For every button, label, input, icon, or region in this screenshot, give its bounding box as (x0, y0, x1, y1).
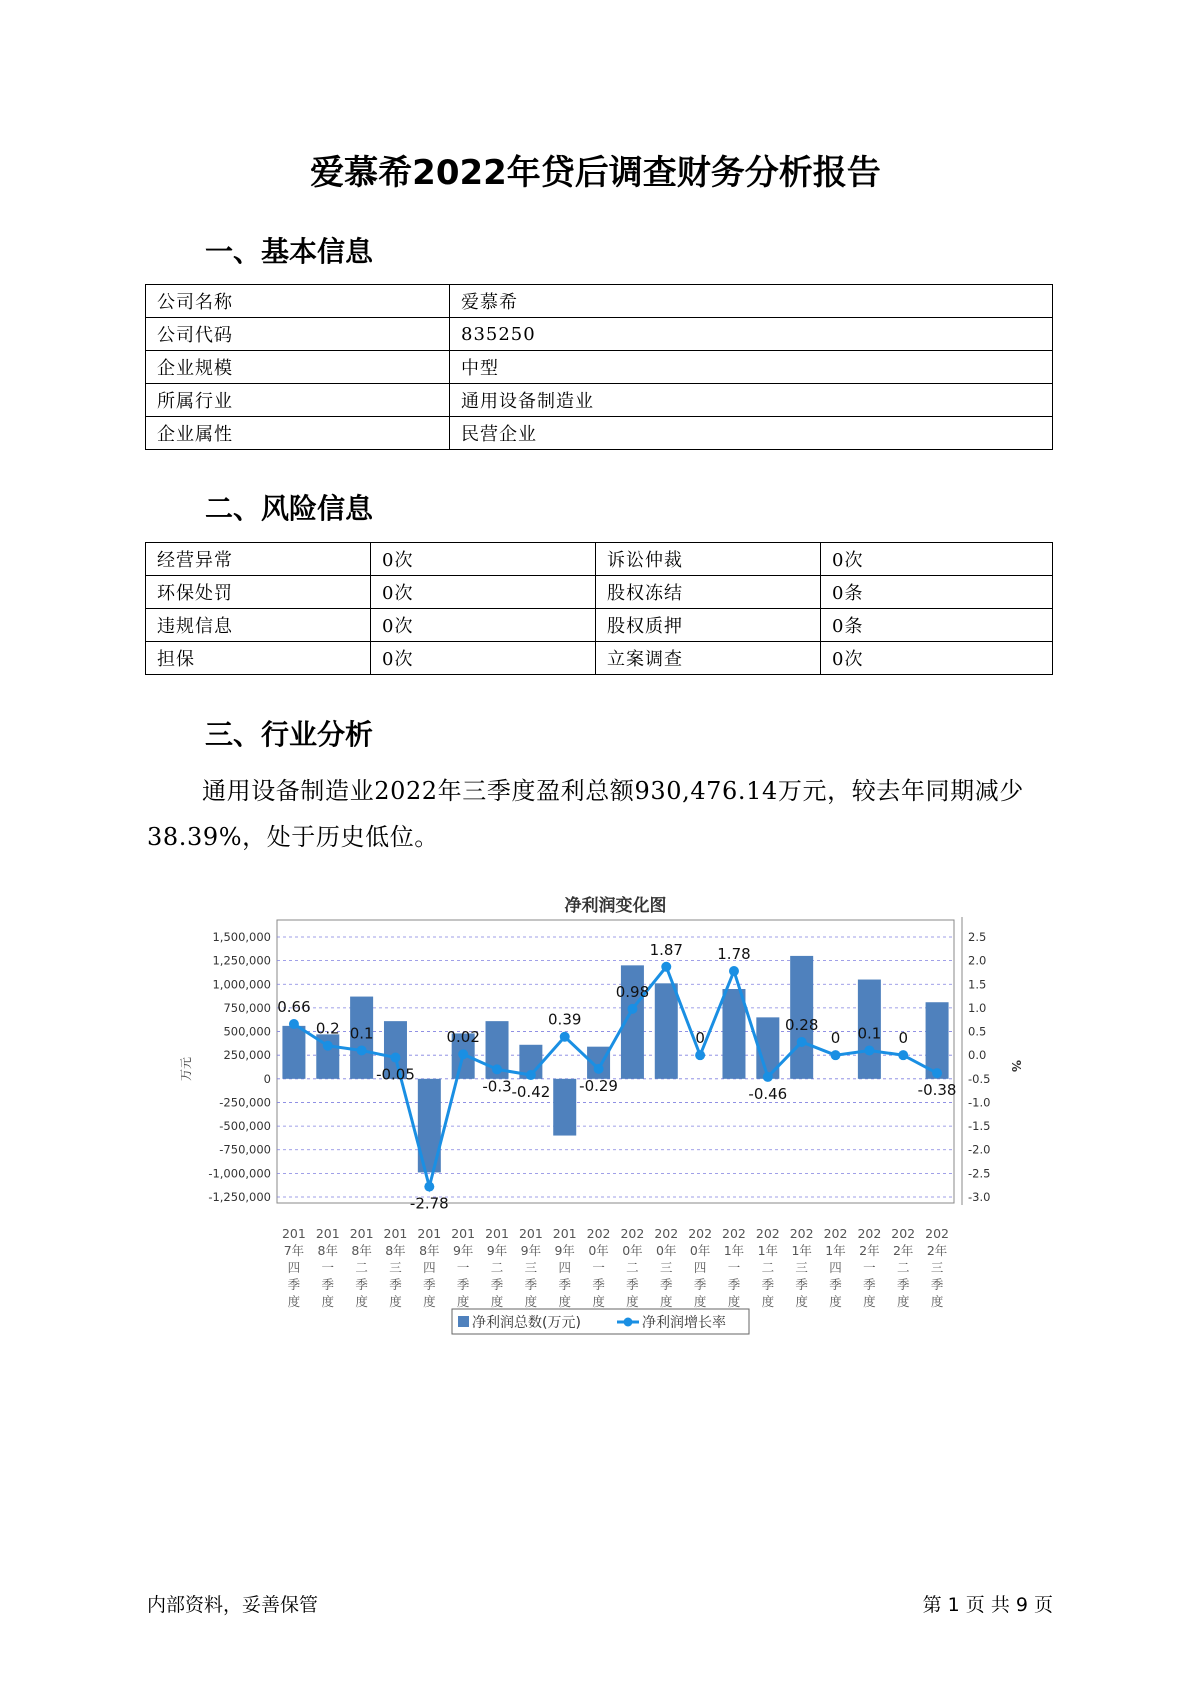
category-label: 度 (524, 1294, 538, 1309)
right-tick-label: 1.0 (968, 1000, 987, 1015)
right-axis-label: % (1009, 1059, 1023, 1073)
risk-value: 0次 (371, 576, 596, 609)
category-label: 一 (321, 1260, 335, 1275)
category-label: 二 (490, 1260, 504, 1275)
footer-confidential: 内部资料，妥善保管 (147, 1594, 319, 1616)
category-label: 季 (321, 1277, 335, 1292)
basic-info-label: 所属行业 (146, 384, 450, 417)
category-label: 度 (558, 1294, 571, 1309)
category-label: 季 (930, 1277, 944, 1292)
footer-page-number: 第 1 页 共 9 页 (922, 1594, 1053, 1616)
category-label: 度 (592, 1294, 605, 1309)
category-label: 201 (383, 1226, 408, 1241)
right-tick-label: 2.0 (968, 953, 987, 968)
category-label: 0年 (622, 1243, 643, 1258)
category-label: 季 (727, 1277, 741, 1292)
section-heading-risk: 二、风险信息 (205, 492, 374, 525)
category-label: 季 (863, 1277, 876, 1292)
category-label: 201 (485, 1226, 509, 1241)
growth-point (594, 1064, 604, 1074)
basic-info-value: 民营企业 (450, 417, 1053, 450)
category-label: 9年 (554, 1243, 575, 1258)
category-label: 二 (896, 1260, 910, 1275)
growth-point (390, 1053, 400, 1063)
growth-data-label: -0.29 (579, 1076, 618, 1095)
category-label: 9年 (520, 1243, 542, 1258)
growth-data-label: 0.1 (857, 1024, 882, 1043)
growth-data-label: 0.28 (784, 1015, 819, 1034)
section-heading-basic: 一、基本信息 (205, 235, 374, 268)
growth-point (323, 1041, 333, 1051)
category-label: 度 (727, 1294, 741, 1309)
category-label: 季 (829, 1277, 842, 1292)
category-label: 季 (355, 1277, 368, 1292)
growth-point (763, 1072, 773, 1082)
category-label: 度 (829, 1294, 842, 1309)
risk-value: 0条 (821, 609, 1053, 642)
category-label: 202 (620, 1226, 645, 1241)
growth-point (864, 1045, 874, 1055)
risk-info-row (146, 576, 1053, 609)
category-label: 9年 (486, 1243, 508, 1258)
category-label: 9年 (452, 1243, 474, 1258)
left-tick-label: -250,000 (219, 1095, 271, 1110)
category-label: 2年 (859, 1243, 880, 1258)
bar (722, 989, 745, 1079)
category-label: 度 (355, 1294, 368, 1309)
category-label: 202 (891, 1226, 916, 1241)
growth-data-label: 0.98 (615, 982, 650, 1001)
basic-info-label: 企业规模 (146, 351, 450, 384)
category-label: 度 (896, 1294, 910, 1309)
left-tick-label: 750,000 (223, 1000, 271, 1015)
category-label: 8年 (385, 1243, 406, 1258)
basic-info-row (146, 417, 1053, 450)
left-axis-label: 万元 (179, 1056, 193, 1082)
growth-point (797, 1037, 807, 1047)
growth-data-label: 0.02 (446, 1028, 480, 1047)
bar (553, 1079, 576, 1136)
category-label: 度 (795, 1294, 808, 1309)
growth-data-label: 0.66 (277, 997, 311, 1016)
basic-info-row (146, 285, 1053, 318)
category-label: 度 (660, 1294, 673, 1309)
category-label: 201 (315, 1226, 340, 1241)
report-title: 爱慕希2022年贷后调查财务分析报告 (310, 153, 881, 193)
left-tick-label: 1,000,000 (212, 977, 271, 992)
plot-area (277, 920, 954, 1203)
risk-info-table (145, 542, 1053, 675)
growth-point (898, 1050, 908, 1060)
category-label: 1年 (757, 1243, 779, 1258)
category-label: 0年 (689, 1243, 711, 1258)
category-label: 8年 (419, 1243, 440, 1258)
growth-point (492, 1064, 502, 1074)
category-label: 度 (389, 1294, 402, 1309)
category-label: 201 (349, 1226, 374, 1241)
growth-point (695, 1050, 705, 1060)
category-label: 1年 (723, 1243, 745, 1258)
category-label: 7年 (283, 1243, 305, 1258)
category-label: 季 (558, 1277, 571, 1292)
growth-point (932, 1068, 942, 1078)
category-label: 2年 (892, 1243, 914, 1258)
category-label: 三 (660, 1260, 673, 1275)
category-label: 季 (592, 1277, 605, 1292)
growth-point (289, 1019, 299, 1029)
growth-point (424, 1182, 434, 1192)
category-label: 202 (688, 1226, 713, 1241)
category-label: 度 (287, 1294, 301, 1309)
category-label: 三 (389, 1260, 402, 1275)
category-label: 度 (321, 1294, 335, 1309)
risk-value: 0次 (821, 642, 1053, 675)
category-label: 度 (490, 1294, 504, 1309)
category-label: 0年 (588, 1243, 609, 1258)
category-label: 一 (592, 1260, 605, 1275)
right-tick-label: 0.0 (968, 1048, 987, 1063)
section-heading-industry: 三、行业分析 (205, 718, 374, 751)
category-label: 201 (451, 1226, 476, 1241)
right-tick-label: -2.0 (968, 1142, 991, 1157)
category-label: 四 (558, 1260, 571, 1275)
basic-info-value: 中型 (450, 351, 1053, 384)
growth-point (831, 1050, 841, 1060)
growth-point (526, 1070, 536, 1080)
category-label: 季 (761, 1277, 775, 1292)
risk-info-row (146, 642, 1053, 675)
category-label: 201 (281, 1226, 306, 1241)
category-label: 202 (823, 1226, 848, 1241)
growth-data-label: -0.42 (511, 1083, 551, 1102)
category-label: 季 (490, 1277, 504, 1292)
category-label: 201 (552, 1226, 577, 1241)
left-tick-label: -1,000,000 (208, 1166, 271, 1181)
growth-data-label: -0.05 (376, 1065, 415, 1084)
basic-info-label: 公司名称 (146, 285, 450, 318)
right-tick-label: -1.5 (968, 1119, 991, 1134)
category-label: 度 (693, 1294, 707, 1309)
growth-data-label: 1.87 (649, 940, 683, 959)
legend-line-marker (624, 1318, 633, 1327)
right-tick-label: -0.5 (968, 1071, 991, 1086)
risk-label: 环保处罚 (146, 576, 371, 609)
category-label: 0年 (656, 1243, 677, 1258)
left-tick-label: 1,250,000 (212, 953, 271, 968)
category-label: 202 (586, 1226, 611, 1241)
legend-line-label: 净利润增长率 (642, 1315, 726, 1331)
legend-bar-swatch (458, 1316, 469, 1327)
category-label: 季 (626, 1277, 639, 1292)
growth-data-label: 0 (695, 1029, 705, 1048)
category-label: 二 (626, 1260, 639, 1275)
right-tick-label: -3.0 (968, 1190, 991, 1204)
risk-label: 立案调查 (596, 642, 821, 675)
category-label: 季 (896, 1277, 910, 1292)
category-label: 202 (722, 1226, 746, 1241)
category-label: 季 (524, 1277, 538, 1292)
growth-data-label: 0.39 (548, 1010, 582, 1029)
left-tick-label: -1,250,000 (208, 1190, 271, 1204)
risk-label: 经营异常 (146, 543, 371, 576)
growth-point (729, 966, 739, 976)
right-tick-label: 0.5 (968, 1024, 987, 1039)
growth-data-label: 0 (898, 1029, 908, 1048)
category-label: 季 (389, 1277, 402, 1292)
risk-label: 诉讼仲裁 (596, 543, 821, 576)
category-label: 四 (423, 1260, 436, 1275)
risk-label: 股权质押 (596, 609, 821, 642)
left-tick-label: 500,000 (223, 1024, 271, 1039)
basic-info-row (146, 351, 1053, 384)
risk-value: 0次 (371, 609, 596, 642)
basic-info-label: 企业属性 (146, 417, 450, 450)
risk-label: 股权冻结 (596, 576, 821, 609)
category-label: 三 (795, 1260, 808, 1275)
category-label: 度 (423, 1294, 436, 1309)
risk-value: 0次 (821, 543, 1053, 576)
category-label: 二 (761, 1260, 775, 1275)
category-label: 四 (829, 1260, 842, 1275)
category-label: 季 (693, 1277, 707, 1292)
chart-title: 净利润变化图 (564, 896, 667, 916)
category-label: 季 (456, 1277, 470, 1292)
basic-info-value: 通用设备制造业 (450, 384, 1053, 417)
left-tick-label: 0 (263, 1071, 271, 1086)
category-label: 三 (930, 1260, 944, 1275)
basic-info-table (145, 284, 1053, 450)
category-label: 季 (660, 1277, 673, 1292)
growth-data-label: 0 (830, 1029, 841, 1048)
category-label: 一 (863, 1260, 876, 1275)
growth-data-label: 0.2 (315, 1019, 340, 1038)
right-tick-label: -2.5 (968, 1166, 991, 1181)
risk-info-row (146, 543, 1053, 576)
left-tick-label: -500,000 (219, 1119, 271, 1134)
category-label: 季 (423, 1277, 436, 1292)
basic-info-label: 公司代码 (146, 318, 450, 351)
category-label: 201 (518, 1226, 543, 1241)
bar (282, 1026, 305, 1079)
risk-value: 0次 (371, 543, 596, 576)
category-label: 202 (857, 1226, 882, 1241)
left-tick-label: 1,500,000 (212, 930, 271, 944)
legend-bar-label: 净利润总数(万元) (472, 1315, 581, 1331)
category-label: 季 (795, 1277, 808, 1292)
category-label: 二 (355, 1260, 368, 1275)
category-label: 四 (287, 1260, 301, 1275)
category-label: 度 (761, 1294, 775, 1309)
industry-paragraph: 通用设备制造业2022年三季度盈利总额930,476.14万元，较去年同期减少38.39%，处于历史低位。 (147, 777, 1024, 851)
category-label: 8年 (317, 1243, 339, 1258)
risk-value: 0次 (371, 642, 596, 675)
bar (655, 983, 678, 1078)
category-label: 三 (524, 1260, 538, 1275)
category-label: 度 (626, 1294, 639, 1309)
category-label: 202 (789, 1226, 814, 1241)
basic-info-row (146, 318, 1053, 351)
growth-point (357, 1045, 367, 1055)
left-tick-label: 250,000 (223, 1048, 271, 1063)
growth-data-label: -2.78 (409, 1194, 449, 1213)
growth-data-label: 0.1 (349, 1024, 374, 1043)
category-label: 度 (930, 1294, 944, 1309)
category-label: 8年 (351, 1243, 372, 1258)
category-label: 202 (755, 1226, 780, 1241)
basic-info-row (146, 384, 1053, 417)
category-label: 四 (693, 1260, 707, 1275)
right-tick-label: 1.5 (968, 977, 987, 992)
growth-point (560, 1032, 570, 1042)
risk-label: 担保 (146, 642, 371, 675)
category-label: 202 (654, 1226, 679, 1241)
category-label: 季 (287, 1277, 301, 1292)
risk-label: 违规信息 (146, 609, 371, 642)
growth-point (458, 1049, 468, 1059)
basic-info-value: 爱慕希 (450, 285, 1053, 318)
basic-info-value: 835250 (450, 318, 1053, 351)
category-label: 度 (863, 1294, 876, 1309)
growth-point (661, 962, 671, 972)
left-tick-label: -750,000 (219, 1142, 271, 1157)
growth-data-label: -0.38 (917, 1081, 957, 1100)
risk-value: 0条 (821, 576, 1053, 609)
category-label: 2年 (926, 1243, 948, 1258)
growth-data-label: -0.46 (748, 1084, 788, 1103)
right-tick-label: -1.0 (968, 1095, 991, 1110)
category-label: 一 (456, 1260, 470, 1275)
category-label: 1年 (791, 1243, 812, 1258)
category-label: 一 (727, 1260, 741, 1275)
category-label: 202 (925, 1226, 950, 1241)
growth-data-label: -0.3 (482, 1077, 512, 1096)
growth-point (627, 1004, 637, 1014)
risk-info-row (146, 609, 1053, 642)
net-profit-chart (0, 880, 1191, 1340)
category-label: 度 (456, 1294, 470, 1309)
growth-data-label: 1.78 (717, 945, 751, 964)
right-tick-label: 2.5 (968, 930, 987, 944)
category-label: 201 (417, 1226, 442, 1241)
category-label: 1年 (825, 1243, 846, 1258)
